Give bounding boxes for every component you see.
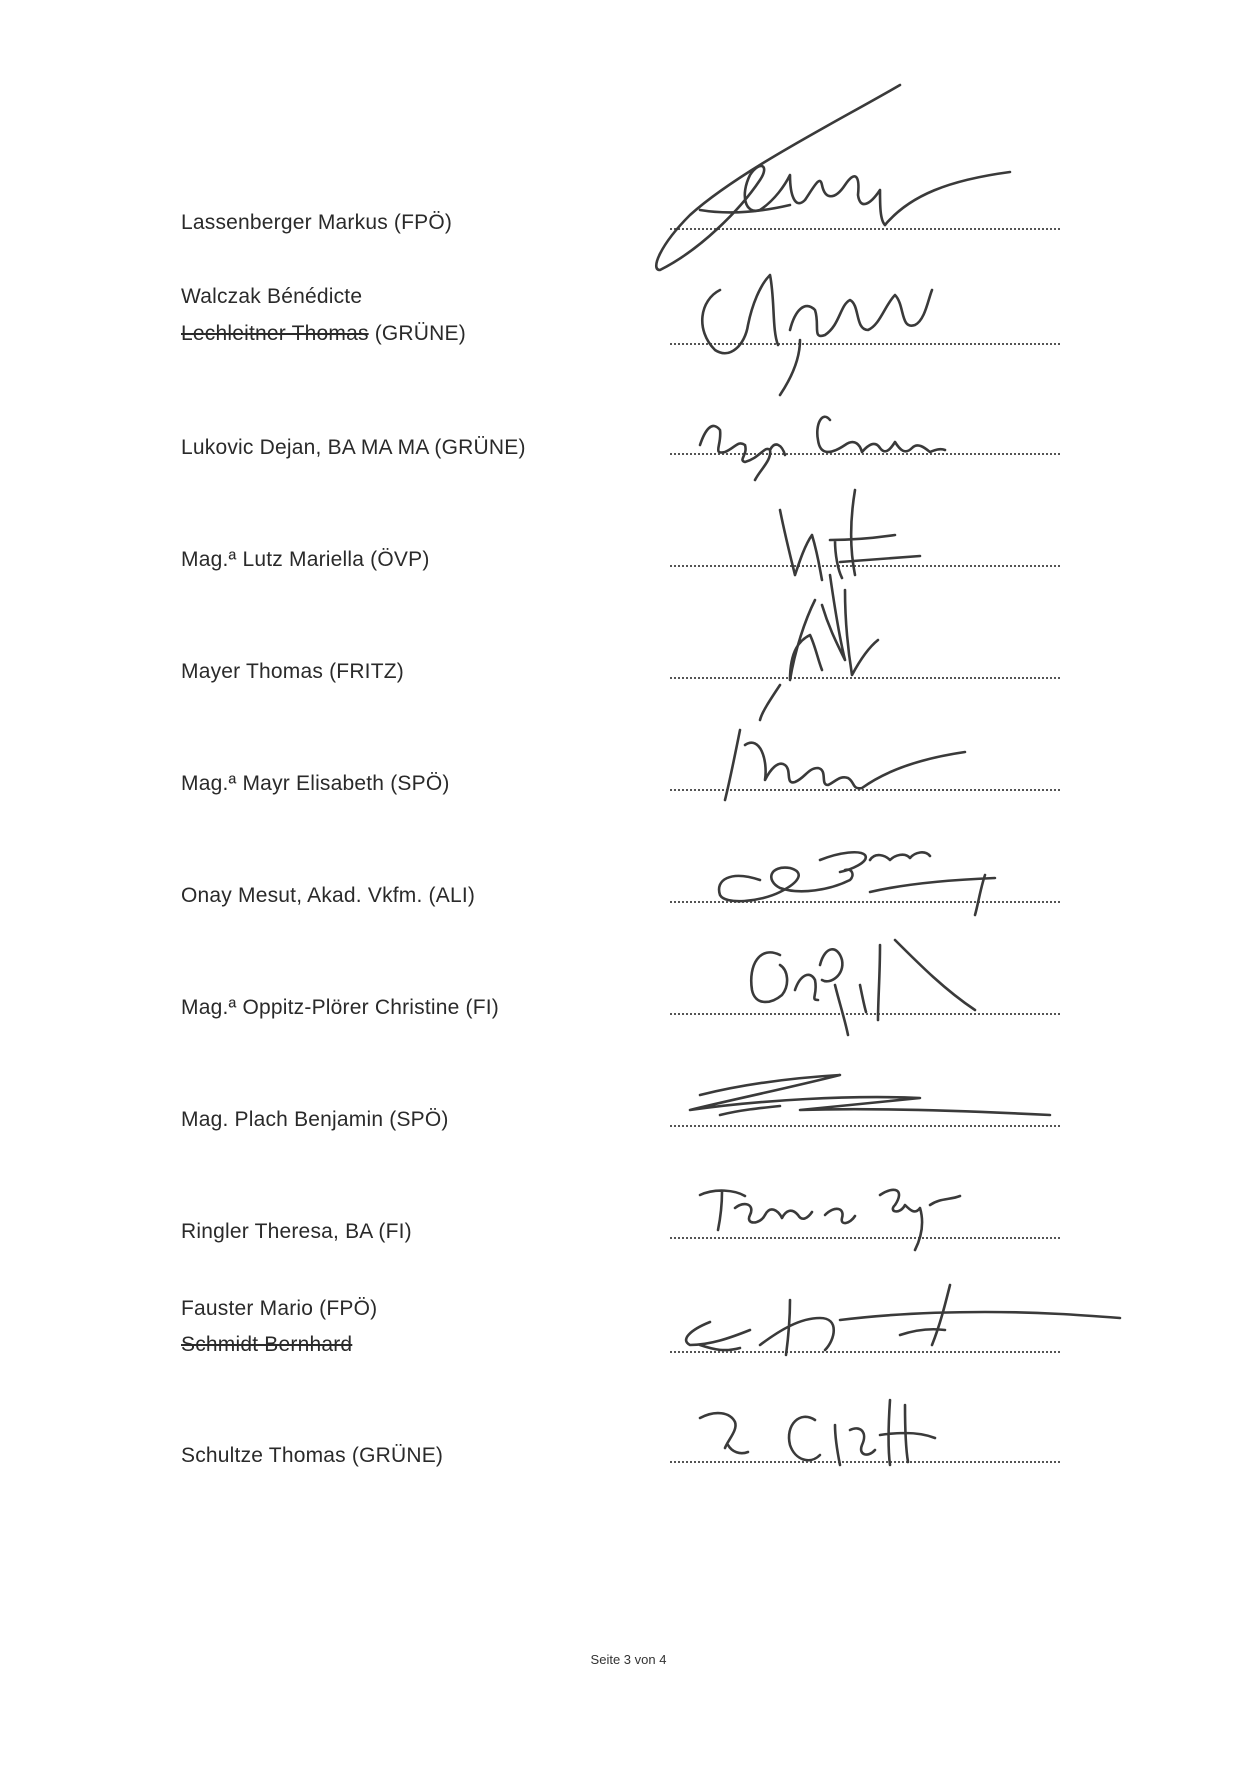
member-name: Mag.ª Mayr Elisabeth (SPÖ) [181, 772, 450, 795]
signature-11 [686, 1285, 1120, 1355]
member-name: Ringler Theresa, BA (FI) [181, 1220, 412, 1243]
signature-9 [690, 1075, 1050, 1115]
member-name: Onay Mesut, Akad. Vkfm. (ALI) [181, 884, 476, 907]
member-name: Mayer Thomas (FRITZ) [181, 660, 404, 683]
signature-3 [700, 417, 945, 480]
signature-10 [700, 1190, 960, 1250]
member-name: Fauster Mario (FPÖ) [181, 1297, 378, 1320]
member-name: Mag. Plach Benjamin (SPÖ) [181, 1108, 449, 1131]
struck-name: Lechleitner Thomas [181, 322, 369, 345]
member-name: Schultze Thomas (GRÜNE) [181, 1444, 444, 1467]
signature-5 [760, 590, 878, 720]
signature-2 [702, 275, 932, 395]
member-name: Lassenberger Markus (FPÖ) [181, 211, 453, 234]
party-label: (GRÜNE) [368, 322, 466, 345]
struck-name: Schmidt Bernhard [181, 1333, 353, 1356]
member-name: Walczak Bénédicte [181, 285, 363, 308]
page-number: Seite 3 von 4 [590, 1652, 667, 1667]
member-name: Mag.ª Oppitz-Plörer Christine (FI) [181, 996, 499, 1019]
signature-8 [751, 940, 975, 1035]
member-name: Mag.ª Lutz Mariella (ÖVP) [181, 548, 430, 571]
signature-1 [656, 85, 1010, 270]
member-name: Lukovic Dejan, BA MA MA (GRÜNE) [181, 436, 526, 459]
signature-6 [725, 730, 965, 800]
signature-12 [700, 1400, 935, 1465]
signature-7 [719, 852, 995, 915]
